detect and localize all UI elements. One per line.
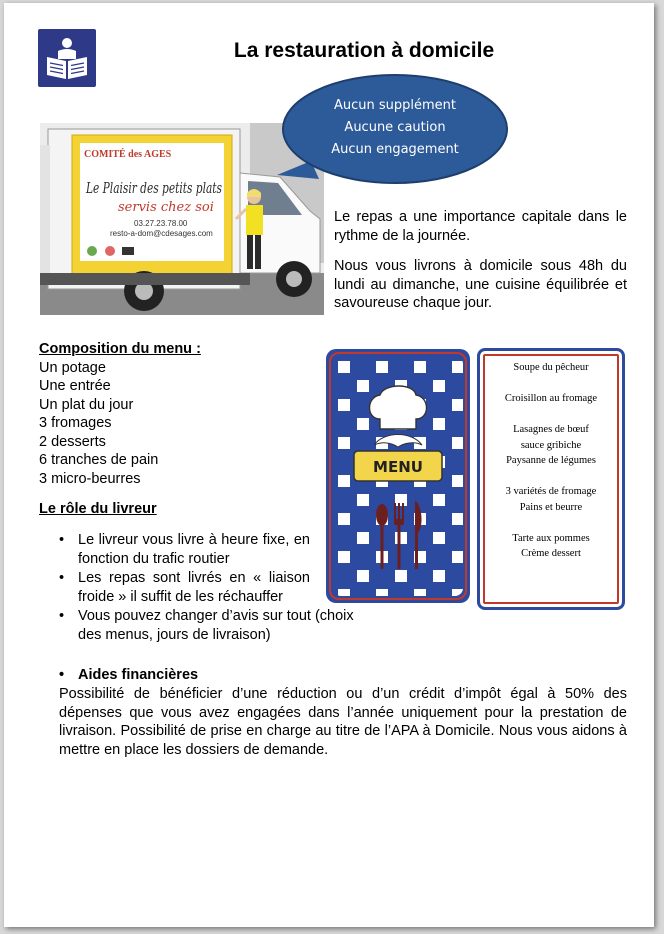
gingham-square: [433, 380, 445, 392]
bubble-line-2: Aucune caution: [344, 120, 446, 135]
gingham-square: [338, 361, 350, 373]
menu-items: [480, 360, 622, 562]
page-title: La restauration à domicile: [233, 39, 495, 62]
menu-item: Crème dessert: [521, 548, 581, 559]
gingham-square: [395, 494, 407, 506]
list-item: • Vous pouvez changer d’avis sur tout (choix des menus, jours de livraison): [59, 608, 354, 643]
menu-item: 3 variétés de fromage: [505, 486, 597, 497]
menu-item: sauce gribiche: [520, 439, 582, 451]
menu-card: [477, 348, 625, 610]
easy-to-read-logo: [38, 29, 96, 87]
menu-item: Tarte aux pommes: [512, 532, 590, 544]
gingham-square: [433, 532, 445, 544]
aides-paragraph: Possibilité de bénéficier d’une réduction ou d’un crédit d’impôt égal à 50% des dépenses que vous avez engagées dans l’année uniquement pour la prestation de livraison. Possibilité de prise en charge au titre de l’APA à Domicile. Nous vous aidons à mettre en place les dossiers de demande.: [59, 686, 627, 759]
menu-spacer: [480, 376, 622, 392]
composition-item: 2 desserts: [39, 433, 106, 450]
gingham-square: [452, 551, 464, 563]
menu-item: Croisillon au fromage: [504, 393, 598, 404]
gingham-square: [395, 570, 407, 582]
menu-item: Soupe du pêcheur: [513, 362, 589, 373]
truck-phone: 03.27.23.78.00: [134, 219, 188, 228]
intro-paragraph-2: Nous vous livrons à domicile sous 48h du lundi au dimanche, une cuisine équilibrée et savoureuse chaque jour.: [334, 258, 627, 311]
gingham-square: [376, 361, 388, 373]
list-item: • Le livreur vous livre à heure fixe, en fonction du trafic routier: [59, 532, 310, 567]
role-heading: Le rôle du livreur: [39, 501, 157, 517]
truck-brand: COMITÉ des AGES: [84, 149, 172, 160]
gingham-square: [338, 513, 350, 525]
document-page: [4, 3, 654, 927]
gingham-square: [433, 494, 445, 506]
gingham-square: [414, 361, 426, 373]
truck-email: resto-a-dom@cdesages.com: [110, 229, 213, 238]
bubble-line-1: Aucun supplément: [333, 98, 457, 113]
speech-bubble: [259, 71, 509, 201]
menu-item: Pains et beurre: [519, 501, 583, 513]
composition-item: 6 tranches de pain: [39, 452, 159, 468]
truck-tagline: Le Plaisir des petits plats: [85, 179, 223, 197]
composition-item: 3 micro-beurres: [39, 470, 141, 487]
gingham-square: [433, 418, 445, 430]
gingham-square: [357, 570, 369, 582]
menu-spacer: [480, 469, 622, 485]
composition-heading: Composition du menu :: [39, 341, 201, 357]
gingham-square: [452, 361, 464, 373]
intro-text: [334, 208, 627, 325]
composition-item: Une entrée: [39, 378, 111, 394]
composition-item: Un potage: [39, 359, 106, 376]
gingham-square: [357, 494, 369, 506]
menu-spacer: [480, 407, 622, 423]
gingham-square: [357, 532, 369, 544]
gingham-square: [452, 437, 464, 449]
bubble-line-3: Aucun engagement: [331, 142, 459, 157]
menu-item: Lasagnes de bœuf: [513, 424, 589, 435]
intro-paragraph-1: Le repas a une importance capitale dans le rythme de la journée.: [334, 209, 627, 244]
composition-item: 3 fromages: [39, 415, 112, 431]
gingham-square: [338, 551, 350, 563]
aides-heading: • Aides financières: [59, 667, 199, 683]
gingham-square: [395, 532, 407, 544]
gingham-square: [338, 475, 350, 487]
list-item: • Les repas sont livrés en « liaison froide » il suffit de les réchauffer: [59, 570, 310, 605]
gingham-square: [338, 437, 350, 449]
gingham-square: [452, 475, 464, 487]
composition-item: Un plat du jour: [39, 396, 134, 413]
gingham-square: [433, 570, 445, 582]
menu-item: Paysanne de légumes: [506, 455, 596, 466]
easy-to-read-icon: [38, 29, 96, 87]
gingham-square: [357, 418, 369, 430]
menu-composition: [39, 340, 319, 488]
gingham-square: [452, 513, 464, 525]
menu-cover-image: [324, 347, 472, 605]
menu-cover-label: MENU: [373, 458, 423, 476]
gingham-square: [452, 399, 464, 411]
menu-spacer: [480, 515, 622, 531]
truck-subtagline: servis chez soi: [118, 200, 214, 215]
gingham-square: [357, 380, 369, 392]
gingham-square: [338, 399, 350, 411]
